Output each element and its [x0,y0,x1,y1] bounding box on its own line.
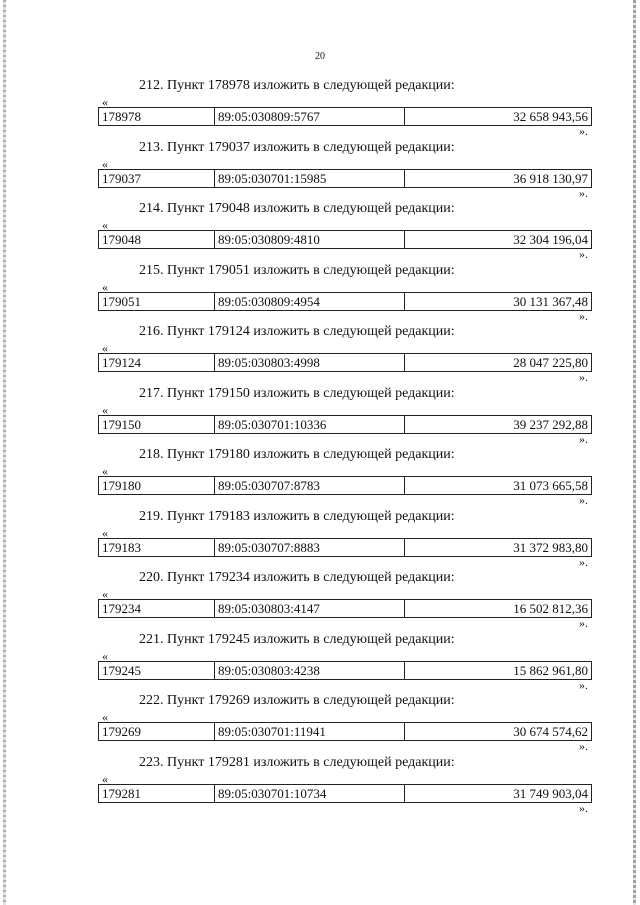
close-quote: ». [579,308,588,323]
table-row [98,722,592,741]
amendment-entry [0,263,640,325]
cadastral-value-cell: 15 862 961,80 [513,662,588,678]
close-quote: ». [579,800,588,815]
table-row [98,784,592,803]
close-quote: ». [579,431,588,446]
cadastral-number-cell: 89:05:030701:11941 [215,723,405,740]
item-number-cell: 179269 [99,723,215,740]
open-quote: « [102,95,108,109]
cadastral-value-cell: 36 918 130,97 [513,170,588,186]
table-row [98,292,592,311]
table-row [98,599,592,618]
item-number-cell: 179051 [99,293,215,310]
open-quote: « [102,402,108,417]
amendment-heading: 219. Пункт 179183 изложить в следующей редакции: [139,508,455,524]
item-number-cell: 179281 [99,785,215,802]
open-quote: « [102,279,108,294]
open-quote: « [102,525,108,540]
table-row [98,538,592,557]
open-quote: « [102,341,108,355]
amendment-heading: 222. Пункт 179269 изложить в следующей редакции: [139,693,455,708]
open-quote: « [102,648,108,663]
item-number-cell: 179124 [99,354,215,371]
cadastral-number-cell: 89:05:030803:4238 [215,662,405,679]
cadastral-value-cell: 39 237 292,88 [513,416,588,432]
cadastral-number-cell: 89:05:030701:10734 [215,785,405,802]
table-row [98,169,592,188]
amendment-entry [0,570,640,632]
amendment-entry [0,447,640,509]
item-number-cell: 178978 [99,108,215,125]
close-quote: ». [579,677,588,692]
cadastral-value-cell: 32 304 196,04 [513,232,588,247]
open-quote: « [102,156,108,171]
close-quote: ». [579,124,588,138]
open-quote: « [102,218,108,232]
table-row [98,230,592,249]
cadastral-value-cell: 32 658 943,56 [513,109,588,124]
amendment-entry [0,509,640,571]
cadastral-number-cell: 89:05:030701:10336 [215,416,405,433]
cadastral-value-cell: 28 047 225,80 [513,355,588,370]
item-number-cell: 179183 [99,539,215,556]
open-quote: « [102,710,108,724]
amendment-entry [0,755,640,817]
amendment-heading: 214. Пункт 179048 изложить в следующей редакции: [139,201,455,216]
close-quote: ». [579,370,588,384]
amendment-heading: 217. Пункт 179150 изложить в следующей редакции: [139,385,455,401]
close-quote: ». [579,185,588,200]
cadastral-value-cell: 16 502 812,36 [513,601,588,616]
amendment-entry [0,78,640,140]
cadastral-value-cell: 31 749 903,04 [513,785,588,801]
amendment-list [0,78,640,816]
item-number-cell: 179037 [99,170,215,187]
amendment-heading: 220. Пункт 179234 изложить в следующей редакции: [139,570,455,585]
cadastral-number-cell: 89:05:030803:4147 [215,600,405,617]
close-quote: ». [579,554,588,569]
amendment-entry [0,201,640,263]
cadastral-number-cell: 89:05:030809:4810 [215,231,405,248]
item-number-cell: 179180 [99,477,215,494]
table-row [98,661,592,680]
cadastral-value-cell: 31 372 983,80 [513,539,588,555]
amendment-entry [0,386,640,448]
item-number-cell: 179234 [99,600,215,617]
cadastral-value-cell: 30 131 367,48 [513,293,588,309]
amendment-entry [0,632,640,694]
open-quote: « [102,771,108,786]
cadastral-value-cell: 30 674 574,62 [513,724,588,739]
amendment-entry [0,324,640,386]
cadastral-number-cell: 89:05:030707:8883 [215,539,405,556]
cadastral-number-cell: 89:05:030701:15985 [215,170,405,187]
close-quote: ». [579,247,588,261]
amendment-heading: 215. Пункт 179051 изложить в следующей редакции: [139,262,455,278]
cadastral-number-cell: 89:05:030707:8783 [215,477,405,494]
cadastral-number-cell: 89:05:030809:5767 [215,108,405,125]
amendment-heading: 212. Пункт 178978 изложить в следующей редакции: [139,78,455,93]
cadastral-value-cell: 31 073 665,58 [513,478,588,493]
amendment-heading: 213. Пункт 179037 изложить в следующей редакции: [139,139,455,155]
cadastral-number-cell: 89:05:030809:4954 [215,293,405,310]
open-quote: « [102,464,108,478]
amendment-heading: 216. Пункт 179124 изложить в следующей редакции: [139,324,455,339]
table-row [98,107,592,126]
page-number: 20 [315,51,325,62]
close-quote: ». [579,616,588,630]
close-quote: ». [579,493,588,507]
cadastral-number-cell: 89:05:030803:4998 [215,354,405,371]
item-number-cell: 179150 [99,416,215,433]
amendment-heading: 218. Пункт 179180 изложить в следующей редакции: [139,447,455,462]
amendment-entry [0,140,640,202]
amendment-heading: 221. Пункт 179245 изложить в следующей редакции: [139,631,455,647]
item-number-cell: 179245 [99,662,215,679]
table-row [98,476,592,495]
table-row [98,353,592,372]
amendment-heading: 223. Пункт 179281 изложить в следующей редакции: [139,754,455,770]
item-number-cell: 179048 [99,231,215,248]
table-row [98,415,592,434]
open-quote: « [102,587,108,601]
amendment-entry [0,693,640,755]
close-quote: ». [579,739,588,753]
